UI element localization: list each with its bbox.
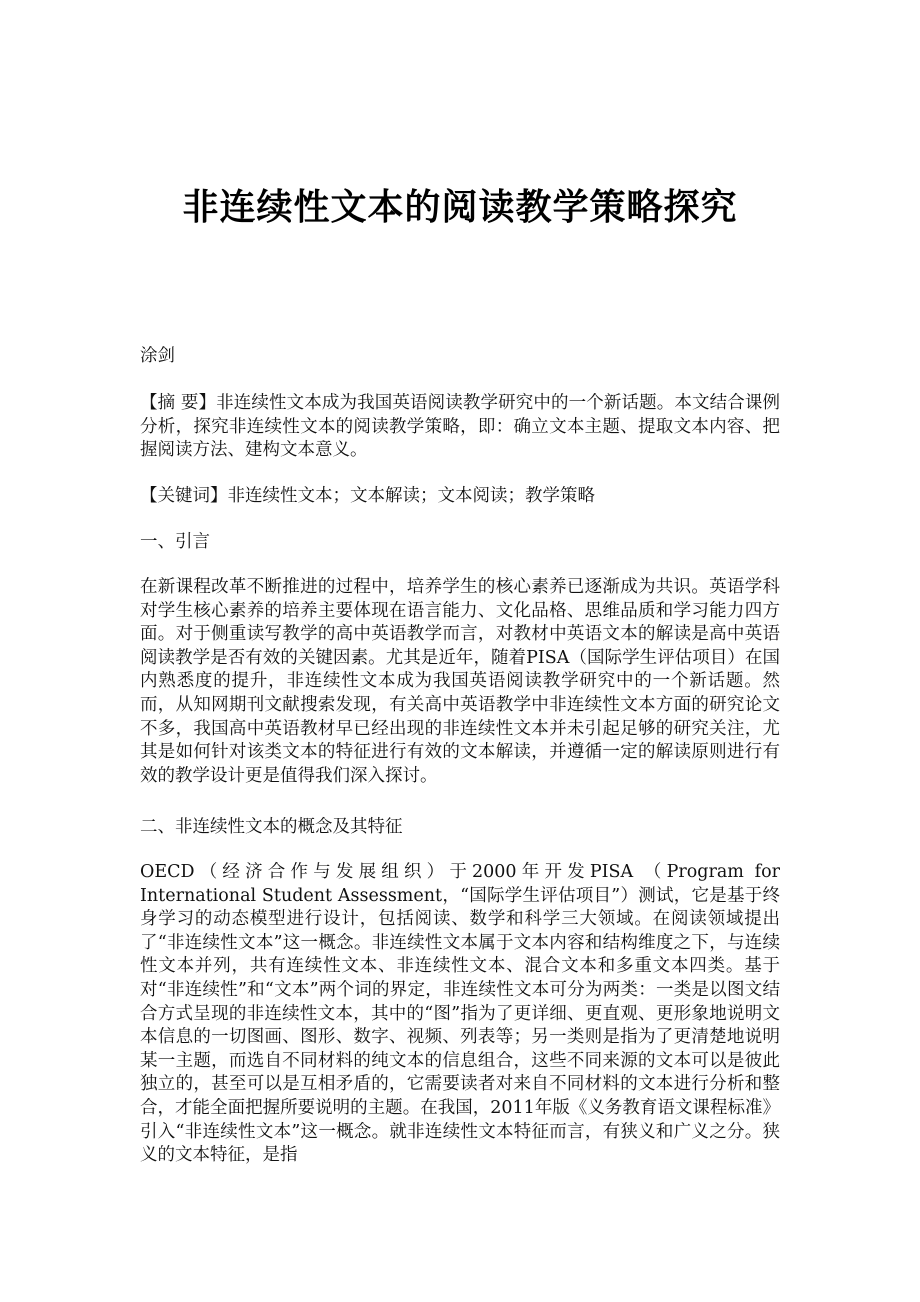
section-heading-introduction: 一、引言: [140, 532, 210, 552]
introduction-paragraph: 在新课程改革不断推进的过程中，培养学生的核心素养已逐渐成为共识。英语学科对学生核心素养的培养主要体现在语言能力、文化品格、思维品质和学习能力四方面。对于侧重读写教学的高中英语教学而言，对教材中英语文本的解读是高中英语阅读教学是否有效的关键因素。尤其是近年，随着PISA（国际学生评估项目）在国内熟悉度的提升，非连续性文本成为我国英语阅读教学研究中的一个新话题。然而，从知网期刊文献搜索发现，有关高中英语教学中非连续性文本方面的研究论文不多，我国高中英语教材早已经出现的非连续性文本并未引起足够的研究关注，尤其是如何针对该类文本的特征进行有效的文本解读，并遵循一定的解读原则进行有效的教学设计更是值得我们深入探讨。: [140, 577, 780, 786]
concept-paragraph: OECD（经济合作与发展组织）于2000年开发PISA （Program for International Student Assessment，“国际学生评估项目”）测试，它是基于终身学习的动态模型进行设计，包括阅读、数学和科学三大领域。在阅读领域提出了“非连续性文本”这一概念。非连续性文本属于文本内容和结构维度之下，与连续性文本并列，共有连续性文本、非连续性文本、混合文本和多重文本四类。基于对“非连续性”和“文本”两个词的界定，非连续性文本可分为两类：一类是以图文结合方式呈现的非连续性文本，其中的“图”指为了更详细、更直观、更形象地说明文本信息的一切图画、图形、数字、视频、列表等；另一类则是指为了更清楚地说明某一主题，而选自不同材料的纯文本的信息组合，这些不同来源的文本可以是彼此独立的，甚至可以是互相矛盾的，它需要读者对来自不同材料的文本进行分析和整合，才能全面把握所要说明的主题。在我国，2011年版《义务教育语文课程标准》引入“非连续性文本”这一概念。就非连续性文本特征而言，有狭义和广义之分。狭义的文本特征，是指: [140, 862, 780, 1166]
section-heading-concept: 二、非连续性文本的概念及其特征: [140, 817, 403, 837]
author-name: 涂剑: [140, 346, 175, 366]
abstract-paragraph: 【摘 要】非连续性文本成为我国英语阅读教学研究中的一个新话题。本文结合课例分析，探究非连续性文本的阅读教学策略，即：确立文本主题、提取文本内容、把握阅读方法、建构文本意义。: [140, 393, 780, 461]
keywords-line: 【关键词】非连续性文本；文本解读；文本阅读；教学策略: [140, 486, 595, 506]
page-title: 非连续性文本的阅读教学策略探究: [182, 187, 738, 228]
